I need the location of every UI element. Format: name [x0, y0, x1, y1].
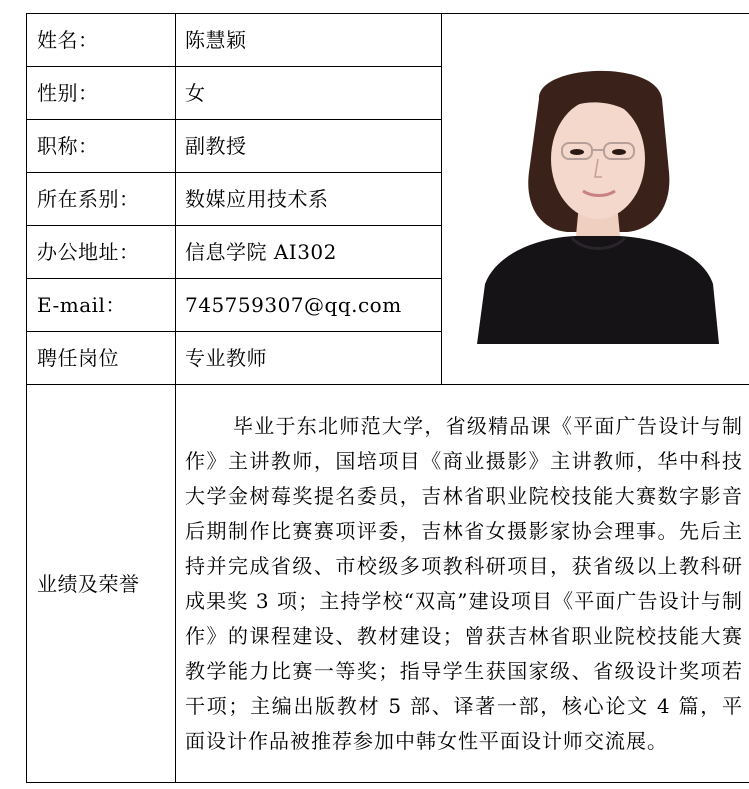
- office-value: 信息学院 AI302: [176, 226, 442, 279]
- photo-cell: [442, 14, 749, 385]
- department-label: 所在系别：: [27, 173, 176, 226]
- gender-value: 女: [176, 67, 442, 120]
- position-value: 专业教师: [176, 332, 442, 385]
- honors-label: 业绩及荣誉: [27, 385, 176, 783]
- office-label: 办公地址：: [27, 226, 176, 279]
- email-label: E-mail：: [27, 279, 176, 332]
- profile-table: [26, 13, 749, 783]
- title-value: 副教授: [176, 120, 442, 173]
- table-row-honors: [27, 385, 749, 783]
- portrait-photo: [467, 54, 729, 344]
- title-label: 职称：: [27, 120, 176, 173]
- name-label: 姓名：: [27, 14, 176, 67]
- gender-label: 性别：: [27, 67, 176, 120]
- name-value: 陈慧颖: [176, 14, 442, 67]
- position-label: 聘任岗位: [27, 332, 176, 385]
- email-value: 745759307@qq.com: [176, 279, 442, 332]
- department-value: 数媒应用技术系: [176, 173, 442, 226]
- honors-text: 毕业于东北师范大学，省级精品课《平面广告设计与制作》主讲教师，国培项目《商业摄影》主讲教师，华中科技大学金树莓奖提名委员，吉林省职业院校技能大赛数字影音后期制作比赛赛项评委，吉林省女摄影家协会理事。先后主持并完成省级、市校级多项教科研项目，获省级以上教科研成果奖 3 项；主持学校“双高”建设项目《平面广告设计与制作》的课程建设、教材建设；曾获吉林省职业院校技能大赛教学能力比赛一等奖；指导学生获国家级、省级设计奖项若干项；主编出版教材 5 部、译著一部，核心论文 4 篇，平面设计作品被推荐参加中韩女性平面设计师交流展。: [176, 385, 749, 783]
- table-row-name: [27, 14, 749, 67]
